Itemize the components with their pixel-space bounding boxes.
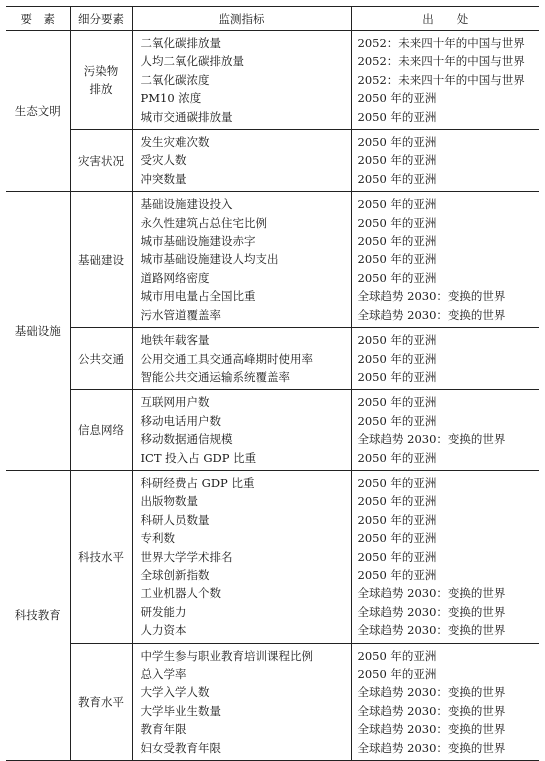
pillar-cell: 基础设施 xyxy=(6,192,70,471)
source-cell: 2052：未来四十年的中国与世界 xyxy=(357,72,525,87)
indicator-cell: 科研经费占 GDP 比重 xyxy=(132,470,351,492)
indicator-cell: 教育年限 xyxy=(132,720,351,738)
sub-element-cell: 污染物 排放 xyxy=(70,31,132,130)
table-row xyxy=(6,643,539,665)
table-header-row xyxy=(6,7,539,31)
sub-element-cell: 教育水平 xyxy=(70,643,132,760)
source-cell: 全球趋势 2030：变换的世界 xyxy=(357,586,506,601)
table-row xyxy=(6,390,539,412)
table-row xyxy=(6,192,539,214)
source-cell: 2050 年的亚洲 xyxy=(357,549,437,564)
indicator-cell: 大学毕业生数量 xyxy=(132,702,351,720)
indicator-cell: 出版物数量 xyxy=(132,492,351,510)
indicator-cell: 世界大学学术排名 xyxy=(132,548,351,566)
indicator-cell: 科研人员数量 xyxy=(132,511,351,529)
indicator-cell: ICT 投入占 GDP 比重 xyxy=(132,449,351,471)
sub-element-cell: 公共交通 xyxy=(70,328,132,390)
sub-element-cell: 科技水平 xyxy=(70,470,132,643)
indicator-cell: 二氧化碳排放量 xyxy=(132,31,351,53)
indicator-cell: 移动电话用户数 xyxy=(132,412,351,430)
source-cell: 全球趋势 2030：变换的世界 xyxy=(357,289,506,304)
indicator-cell: 二氧化碳浓度 xyxy=(132,71,351,89)
source-cell: 2050 年的亚洲 xyxy=(357,567,437,582)
source-cell: 2050 年的亚洲 xyxy=(357,494,437,509)
sub-element-cell: 信息网络 xyxy=(70,390,132,471)
indicator-cell: 妇女受教育年限 xyxy=(132,739,351,761)
source-cell: 2050 年的亚洲 xyxy=(351,470,539,492)
source-cell: 2050 年的亚洲 xyxy=(351,390,539,412)
source-cell: 全球趋势 2030：变换的世界 xyxy=(357,432,506,447)
source-cell: 2050 年的亚洲 xyxy=(357,512,437,527)
source-cell: 2050 年的亚洲 xyxy=(357,109,437,124)
source-cell: 2050 年的亚洲 xyxy=(357,234,437,249)
indicator-cell: 互联网用户数 xyxy=(132,390,351,412)
table-body xyxy=(6,31,539,761)
source-cell: 2050 年的亚洲 xyxy=(357,153,437,168)
indicator-cell: 全球创新指数 xyxy=(132,566,351,584)
indicator-table xyxy=(6,6,539,761)
indicator-cell: 移动数据通信规模 xyxy=(132,430,351,448)
indicator-cell: 永久性建筑占总住宅比例 xyxy=(132,214,351,232)
source-cell: 2050 年的亚洲 xyxy=(351,643,539,665)
source-cell: 2050 年的亚洲 xyxy=(357,215,437,230)
header-source: 出 处 xyxy=(351,7,539,31)
source-cell: 全球趋势 2030：变换的世界 xyxy=(357,722,506,737)
sub-element-cell: 灾害状况 xyxy=(70,130,132,192)
source-cell: 2050 年的亚洲 xyxy=(357,369,437,384)
indicator-cell: 大学入学人数 xyxy=(132,683,351,701)
sub-element-cell: 基础建设 xyxy=(70,192,132,328)
source-cell: 2050 年的亚洲 xyxy=(357,413,437,428)
source-cell: 2050 年的亚洲 xyxy=(357,171,437,186)
indicator-cell: 城市基础设施建设赤字 xyxy=(132,232,351,250)
source-cell: 2050 年的亚洲 xyxy=(357,252,437,267)
indicator-cell: 道路网络密度 xyxy=(132,269,351,287)
source-cell: 2050 年的亚洲 xyxy=(357,531,437,546)
header-sub-element: 细分要素 xyxy=(70,7,132,31)
source-cell: 2050 年的亚洲 xyxy=(357,270,437,285)
indicator-cell: 公用交通工具交通高峰期时使用率 xyxy=(132,350,351,368)
table-row xyxy=(6,470,539,492)
source-cell: 全球趋势 2030：变换的世界 xyxy=(357,685,506,700)
indicator-cell: 人均二氧化碳排放量 xyxy=(132,52,351,70)
indicator-cell: 专利数 xyxy=(132,529,351,547)
indicator-cell: 污水管道覆盖率 xyxy=(132,306,351,328)
source-cell: 全球趋势 2030：变换的世界 xyxy=(357,740,506,755)
indicator-cell: 受灾人数 xyxy=(132,151,351,169)
source-cell: 2052：未来四十年的中国与世界 xyxy=(357,36,525,50)
table-row xyxy=(6,31,539,53)
indicator-cell: 智能公共交通运输系统覆盖率 xyxy=(132,368,351,390)
header-pillar: 要 素 xyxy=(6,7,70,31)
indicator-cell: 基础设施建设投入 xyxy=(132,192,351,214)
indicator-cell: 城市交通碳排放量 xyxy=(132,108,351,130)
source-cell: 2050 年的亚洲 xyxy=(351,192,539,214)
source-cell: 2050 年的亚洲 xyxy=(357,450,437,465)
source-cell: 全球趋势 2030：变换的世界 xyxy=(357,307,506,322)
source-cell: 全球趋势 2030：变换的世界 xyxy=(357,703,506,718)
source-cell: 全球趋势 2030：变换的世界 xyxy=(357,604,506,619)
indicator-cell: 发生灾难次数 xyxy=(132,130,351,152)
indicator-cell: 城市基础设施建设人均支出 xyxy=(132,250,351,268)
indicator-cell: 总入学率 xyxy=(132,665,351,683)
header-indicator: 监测指标 xyxy=(132,7,351,31)
source-cell: 2050 年的亚洲 xyxy=(351,328,539,350)
source-cell: 全球趋势 2030：变换的世界 xyxy=(357,623,506,638)
indicator-cell: 人力资本 xyxy=(132,621,351,643)
source-cell: 2050 年的亚洲 xyxy=(351,130,539,152)
source-cell: 2050 年的亚洲 xyxy=(357,667,437,681)
indicator-cell: 中学生参与职业教育培训课程比例 xyxy=(132,643,351,665)
table-row xyxy=(6,328,539,350)
source-cell: 2050 年的亚洲 xyxy=(357,351,437,366)
indicator-cell: 工业机器人个数 xyxy=(132,584,351,602)
indicator-cell: 城市用电量占全国比重 xyxy=(132,287,351,305)
indicator-cell: 冲突数量 xyxy=(132,170,351,192)
pillar-cell: 生态文明 xyxy=(6,31,70,192)
table-row xyxy=(6,130,539,152)
source-cell: 2052：未来四十年的中国与世界 xyxy=(357,54,525,69)
source-cell: 2050 年的亚洲 xyxy=(357,91,437,106)
pillar-cell: 科技教育 xyxy=(6,470,70,760)
indicator-cell: 研发能力 xyxy=(132,603,351,621)
indicator-cell: PM10 浓度 xyxy=(132,89,351,107)
indicator-cell: 地铁年载客量 xyxy=(132,328,351,350)
